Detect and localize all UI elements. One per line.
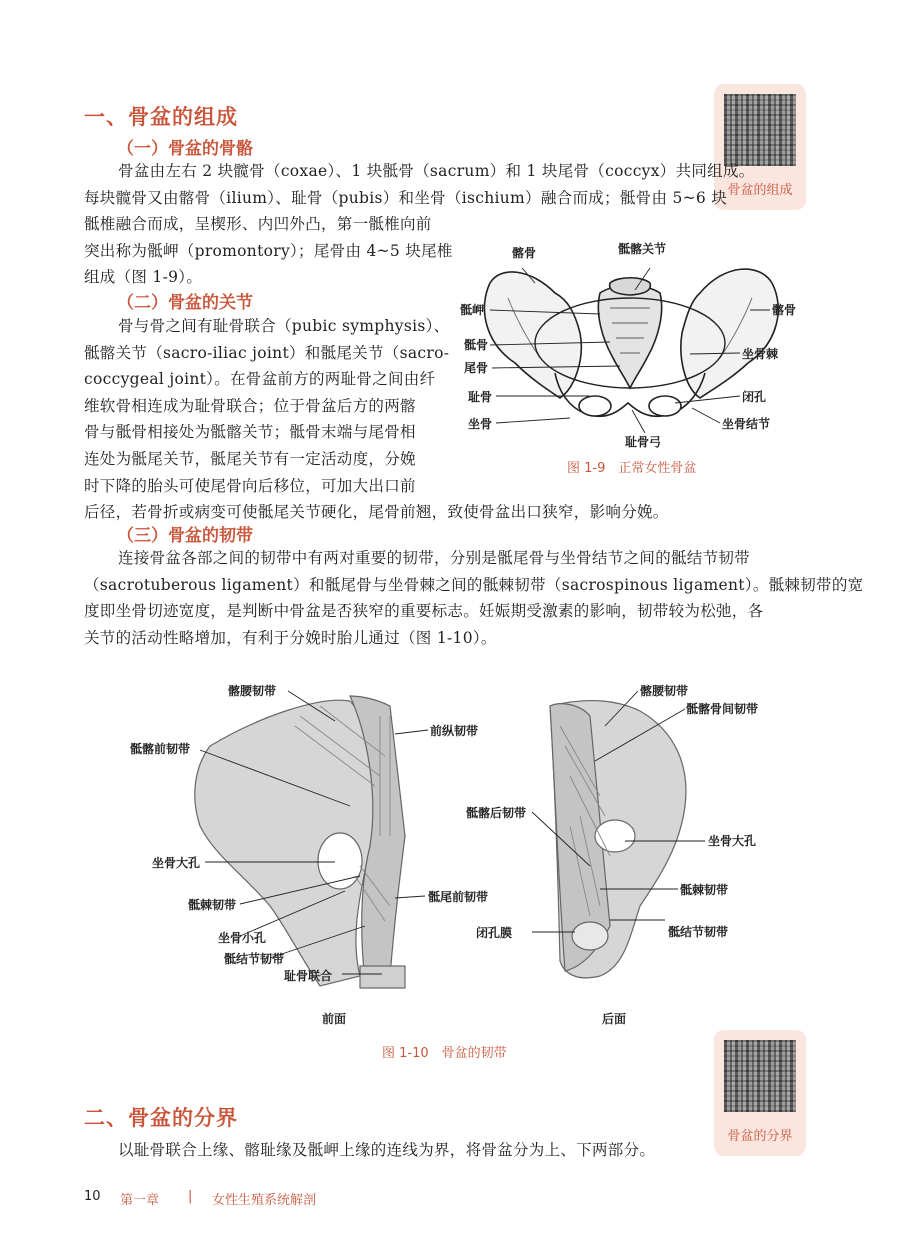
text-line: coccygeal joint）。在骨盆前方的两耻骨之间由纤 [84,370,436,389]
qr-label: 骨盆的组成 [727,183,793,198]
text-line: 每块髋骨又由髂骨（ilium）、耻骨（pubis）和坐骨（ischium）融合而成；骶骨由 5~6 块 [84,188,728,207]
label-sacrospinous-back: 骶棘韧带 [680,883,729,897]
text-line: 骶髂关节（sacro-iliac joint）和骶尾关节（sacro- [84,343,450,362]
label-si-joint: 骶髂关节 [618,242,667,256]
text-line: 时下降的胎头可使尾骨向后移位，可加大出口前 [84,476,416,495]
figure-caption-1-9: 图 1-9 正常女性骨盆 [567,461,697,476]
label-posterior-si: 骶髂后韧带 [466,806,527,820]
label-ischial-tuberosity: 坐骨结节 [722,417,771,431]
label-greater-sciatic-front: 坐骨大孔 [152,856,201,870]
text-line: 骨与骨之间有耻骨联合（pubic symphysis）、 [118,317,450,335]
text-line: 连处为骶尾关节，骶尾关节有一定活动度，分娩 [84,449,416,468]
label-sacrum: 骶骨 [464,338,489,352]
subsection-title-bones: （一）骨盆的骨骼 [117,139,253,159]
text-line: 骨与骶骨相接处为骶髂关节；骶骨末端与尾骨相 [84,423,416,442]
footer-chapter: 第一章 [120,1193,160,1208]
subsection-title-ligaments: （三）骨盆的韧带 [117,526,253,546]
section-title-boundary: 二、骨盆的分界 [84,1106,238,1130]
label-back-view: 后面 [602,1012,627,1026]
text-line: 组成（图 1-9）。 [84,268,203,287]
text-line: 度即坐骨切迹宽度，是判断中骨盆是否狭窄的重要标志。妊娠期受激素的影响，韧带较为松弛，各 [84,602,764,621]
label-coccyx: 尾骨 [464,361,489,375]
label-ischial-spine: 坐骨棘 [742,347,779,361]
label-lesser-sciatic: 坐骨小孔 [218,931,267,945]
qr-code-image [724,1040,796,1112]
label-ilium-top: 髂骨 [512,246,537,260]
qr-label: 骨盆的分界 [727,1129,793,1144]
label-sacrotuberous-front: 骶结节韧带 [224,952,285,966]
qr-code-boundary[interactable] [714,1030,806,1156]
paragraph-boundary [118,1137,655,1164]
label-anterior-si: 骶髂前韧带 [130,742,191,756]
text-line: 骨盆由左右 2 块髋骨（coxae）、1 块骶骨（sacrum）和 1 块尾骨（coccyx）共同组成。 [118,162,755,180]
text-line: 后径，若骨折或病变可使骶尾关节硬化，尾骨前翘，致使骨盆出口狭窄，影响分娩。 [84,503,669,522]
footer-separator: | [188,1189,193,1204]
label-obturator: 闭孔 [742,390,767,404]
figure-normal-female-pelvis [460,238,805,450]
label-iliolumbar-front: 髂腰韧带 [228,684,277,698]
label-pubic-arch: 耻骨弓 [625,435,662,449]
label-sacrospinous-front: 骶棘韧带 [188,898,237,912]
subsection-title-joints: （二）骨盆的关节 [117,293,253,313]
text-line: 以耻骨联合上缘、髂耻缘及骶岬上缘的连线为界，将骨盆分为上、下两部分。 [118,1141,656,1159]
label-pubic-symphysis: 耻骨联合 [284,969,333,983]
label-pubis: 耻骨 [468,390,493,404]
label-front-view: 前面 [322,1012,347,1026]
label-interosseous-si: 骶髂骨间韧带 [686,702,759,716]
section-title-composition: 一、骨盆的组成 [84,105,238,129]
figure-caption-1-10: 图 1-10 骨盆的韧带 [382,1046,507,1061]
label-ischium: 坐骨 [468,417,493,431]
label-anterior-sacrococcygeal: 骶尾前韧带 [428,890,489,904]
text-line: 连接骨盆各部之间的韧带中有两对重要的韧带，分别是骶尾骨与坐骨结节之间的骶结节韧带 [118,549,751,567]
text-line: 关节的活动性略增加，有利于分娩时胎儿通过（图 1-10）。 [84,628,497,647]
label-greater-sciatic-back: 坐骨大孔 [708,834,757,848]
footer-title: 女性生殖系统解剖 [212,1193,317,1208]
text-line: 维软骨相连成为耻骨联合；位于骨盆后方的两髂 [84,396,416,415]
qr-code-image [724,94,796,166]
label-sacrotuberous-back: 骶结节韧带 [668,925,729,939]
label-ilium-right: 髂骨 [772,303,797,317]
page-number: 10 [84,1189,101,1204]
figure-pelvic-ligaments [120,676,780,1032]
label-iliolumbar-back: 髂腰韧带 [640,684,689,698]
paragraph-ligaments [84,545,863,651]
label-obturator-membrane: 闭孔膜 [476,926,513,940]
text-line: 骶椎融合而成，呈楔形、内凹外凸，第一骶椎向前 [84,215,432,234]
text-line: （sacrotuberous ligament）和骶尾骨与坐骨棘之间的骶棘韧带（sacrospinous ligament）。骶棘韧带的宽 [84,575,864,594]
label-anterior-longitudinal: 前纵韧带 [430,724,479,738]
label-promontory: 骶岬 [460,303,485,317]
text-line: 突出称为骶岬（promontory）；尾骨由 4~5 块尾椎 [84,241,453,260]
